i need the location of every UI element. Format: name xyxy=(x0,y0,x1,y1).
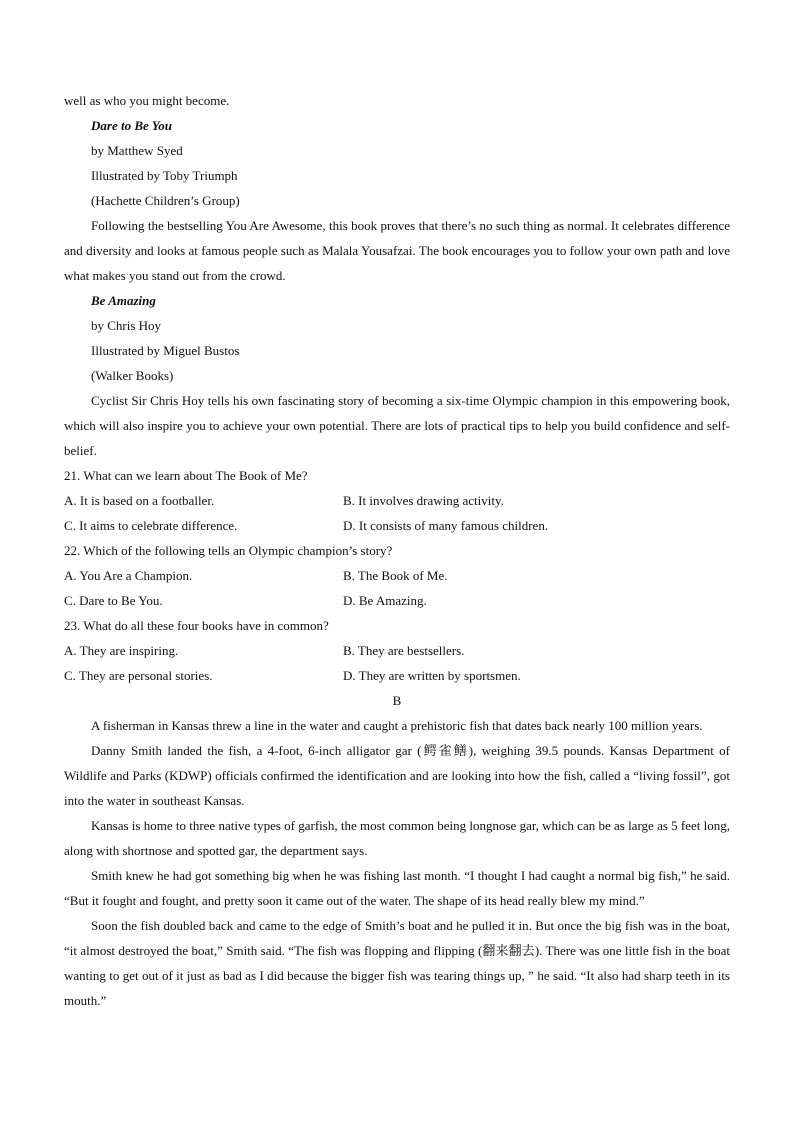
option-d: D. They are written by sportsmen. xyxy=(343,668,521,683)
question-stem: 21. What can we learn about The Book of Me? xyxy=(64,468,308,483)
book-illustrator: Illustrated by Toby Triumph xyxy=(91,168,238,183)
passage-paragraph: A fisherman in Kansas threw a line in the water and caught a prehistoric fish that dates back nearly 100 million years. xyxy=(91,718,703,733)
option-c: C. It aims to celebrate difference. xyxy=(64,518,238,533)
book-author: by Matthew Syed xyxy=(91,143,183,158)
passage-paragraph: Soon the fish doubled back and came to the edge of Smith’s boat and he pulled it in. But once the big fish was in the boat, “it almost destroyed the boat,” Smith said. “The fish was flopping and flipping (翻来翻去). There was one little fish in the boat wanting to get out of it just as bad as I did because the bigger fish was tearing things up, ” he said. “It also had sharp teeth in its mouth.” xyxy=(64,918,730,1008)
option-a: A. They are inspiring. xyxy=(64,643,179,658)
option-b: B. The Book of Me. xyxy=(343,568,448,583)
book-illustrator: Illustrated by Miguel Bustos xyxy=(91,343,240,358)
passage-paragraph: Kansas is home to three native types of garfish, the most common being longnose gar, which can be as large as 5 feet long, along with shortnose and spotted gar, the department says. xyxy=(64,818,730,858)
option-row xyxy=(64,638,730,663)
option-b: B. They are bestsellers. xyxy=(343,643,465,658)
passage-paragraph: Smith knew he had got something big when he was fishing last month. “I thought I had caught a normal big fish,” he said. “But it fought and fought, and pretty soon it came out of the water. The shape of its head really blew my mind.” xyxy=(64,868,730,908)
option-row xyxy=(64,563,730,588)
lead-in-text: well as who you might become. xyxy=(64,93,230,108)
option-c: C. Dare to Be You. xyxy=(64,593,163,608)
option-b: B. It involves drawing activity. xyxy=(343,493,504,508)
option-row xyxy=(64,588,730,613)
book-entry-dare-to-be-you xyxy=(64,113,730,288)
document-body xyxy=(64,88,730,1013)
question-22 xyxy=(64,538,730,613)
question-21 xyxy=(64,463,730,538)
book-title: Be Amazing xyxy=(91,293,156,308)
option-row xyxy=(64,488,730,513)
option-row xyxy=(64,663,730,688)
passage-b xyxy=(64,713,730,1013)
option-d: D. It consists of many famous children. xyxy=(343,518,549,533)
option-c: C. They are personal stories. xyxy=(64,668,213,683)
option-row xyxy=(64,513,730,538)
option-d: D. Be Amazing. xyxy=(343,593,427,608)
book-publisher: (Hachette Children’s Group) xyxy=(91,193,240,208)
question-23 xyxy=(64,613,730,688)
book-description: Cyclist Sir Chris Hoy tells his own fascinating story of becoming a six-time Olympic champion in this empowering book, which will also inspire you to achieve your own potential. There are lots of practical tips to help you build confidence and self-belief. xyxy=(64,393,730,458)
question-stem: 23. What do all these four books have in common? xyxy=(64,618,329,633)
book-title: Dare to Be You xyxy=(91,118,173,133)
section-heading: B xyxy=(392,693,402,708)
option-a: A. You Are a Champion. xyxy=(64,568,193,583)
question-stem: 22. Which of the following tells an Olympic champion’s story? xyxy=(64,543,393,558)
book-description: Following the bestselling You Are Awesome, this book proves that there’s no such thing as normal. It celebrates difference and diversity and looks at famous people such as Malala Yousafzai. The book encourages you to follow your own path and love what makes you stand out from the crowd. xyxy=(64,218,730,283)
book-entry-be-amazing xyxy=(64,288,730,463)
book-publisher: (Walker Books) xyxy=(91,368,174,383)
option-a: A. It is based on a footballer. xyxy=(64,493,215,508)
book-author: by Chris Hoy xyxy=(91,318,162,333)
passage-paragraph: Danny Smith landed the fish, a 4-foot, 6-inch alligator gar (鳄雀鳝), weighing 39.5 pounds. Kansas Department of Wildlife and Parks (KDWP) officials confirmed the identification and are looking into how the fish, called a “living fossil”, got into the water in southeast Kansas. xyxy=(64,743,730,808)
